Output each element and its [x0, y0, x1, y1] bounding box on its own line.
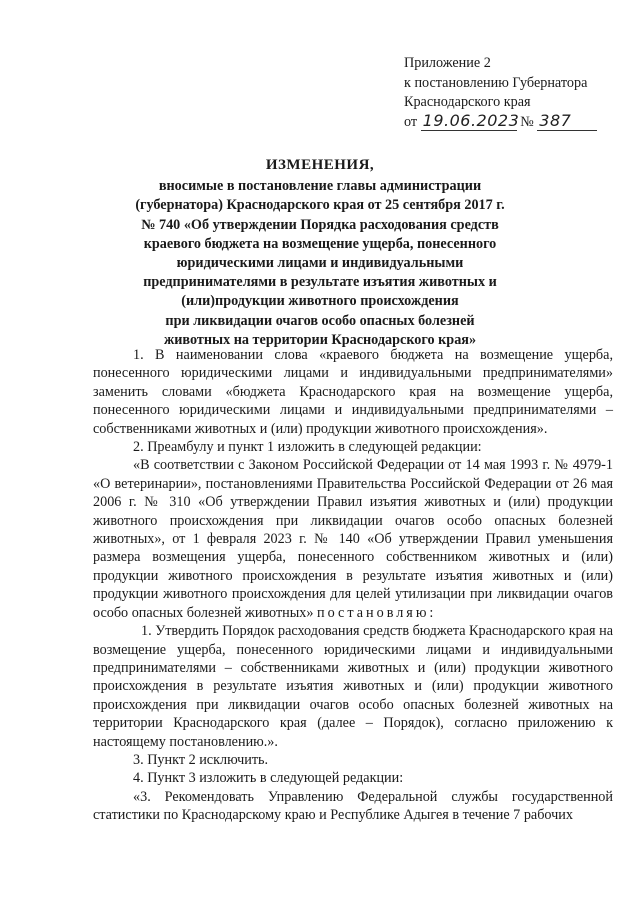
appendix-date-line [404, 110, 620, 133]
document-body [93, 346, 613, 825]
handwritten-number: 387 [539, 110, 572, 130]
title-line: (губернатора) Краснодарского края от 25 сентября 2017 г. [135, 197, 505, 214]
date-prefix: от [404, 113, 418, 130]
title-line: животных на территории Краснодарского края» [163, 331, 477, 348]
paragraph-4: 1. Утвердить Порядок расходования средств бюджета Краснодарского края на возмещение ущерба, понесенного юридическими лицами и индивидуальными предпринимателями – собственниками животных и (или) продукции животного происхождения в результате изъятия животных и (или) продукции животного происхождения при ликвидации очагов особо опасных болезней животных на территории Краснодарского края (далее – Порядок), согласно приложению к настоящему постановлению.». [93, 623, 613, 750]
paragraph-3-main: «В соответствии с Законом Российской Федерации от 14 мая 1993 г. № 4979-1 «О ветеринарии», постановлениями Правительства Российской Федерации от 26 мая 2006 г. № 310 «Об утверждении Правил изъятия животных и (или) продукции животного происхождения при ликвидации очагов особо опасных болезней животных», от 1 февраля 2023 г. № 140 «Об утверждении Правил уменьшения размера возмещения ущерба, понесенного собственником животных и (или) продукции животного происхождения в результате изъятия животных и (или) продукции животного происхождения для целей утилизации при ликвидации очагов особо опасных болезней животных» [93, 457, 613, 621]
paragraph-1: 1. В наименовании слова «краевого бюджета на возмещение ущерба, понесенного юридическими лицами и индивидуальными предпринимателями» заменить словами «бюджета Краснодарского края на возмещение ущерба, понесенного юридическими лицами и индивидуальными предпринимателями – собственниками животных и (или) продукции животного происхождения». [93, 347, 613, 437]
appendix-block [404, 54, 620, 132]
title-line: юридическими лицами и индивидуальными [176, 255, 464, 272]
paragraph-7: «3. Рекомендовать Управлению Федеральной службы государственной статистики по Краснодарскому краю и Республике Адыгея в течение 7 рабочих [93, 788, 613, 824]
title-line: краевого бюджета на возмещение ущерба, понесенного [143, 235, 497, 252]
title-heading: ИЗМЕНЕНИЯ, [265, 157, 375, 173]
paragraph-3 [93, 456, 613, 622]
document-title [110, 156, 530, 350]
appendix-line-1: Приложение 2 [404, 55, 491, 71]
handwritten-date: 19.06.2023 [422, 110, 520, 130]
number-field [537, 110, 597, 131]
appendix-line-2: к постановлению Губернатора [404, 74, 588, 91]
title-line: предпринимателями в результате изъятия животных и [143, 274, 497, 291]
paragraph-2: 2. Преамбулу и пункт 1 изложить в следующей редакции: [133, 439, 482, 456]
title-line: при ликвидации очагов особо опасных болезней [165, 312, 475, 329]
title-line: (или)продукции животного происхождения [181, 293, 459, 310]
appendix-line-3: Краснодарского края [404, 94, 531, 110]
paragraph-6: 4. Пункт 3 изложить в следующей редакции: [133, 770, 404, 787]
number-sign: № [520, 113, 534, 130]
paragraph-5: 3. Пункт 2 исключить. [133, 751, 269, 768]
date-field [421, 110, 520, 131]
title-line: вносимые в постановление главы администрации [158, 178, 482, 195]
title-line: № 740 «Об утверждении Порядка расходования средств [141, 216, 499, 233]
resolution-word: постановляю: [317, 604, 437, 621]
